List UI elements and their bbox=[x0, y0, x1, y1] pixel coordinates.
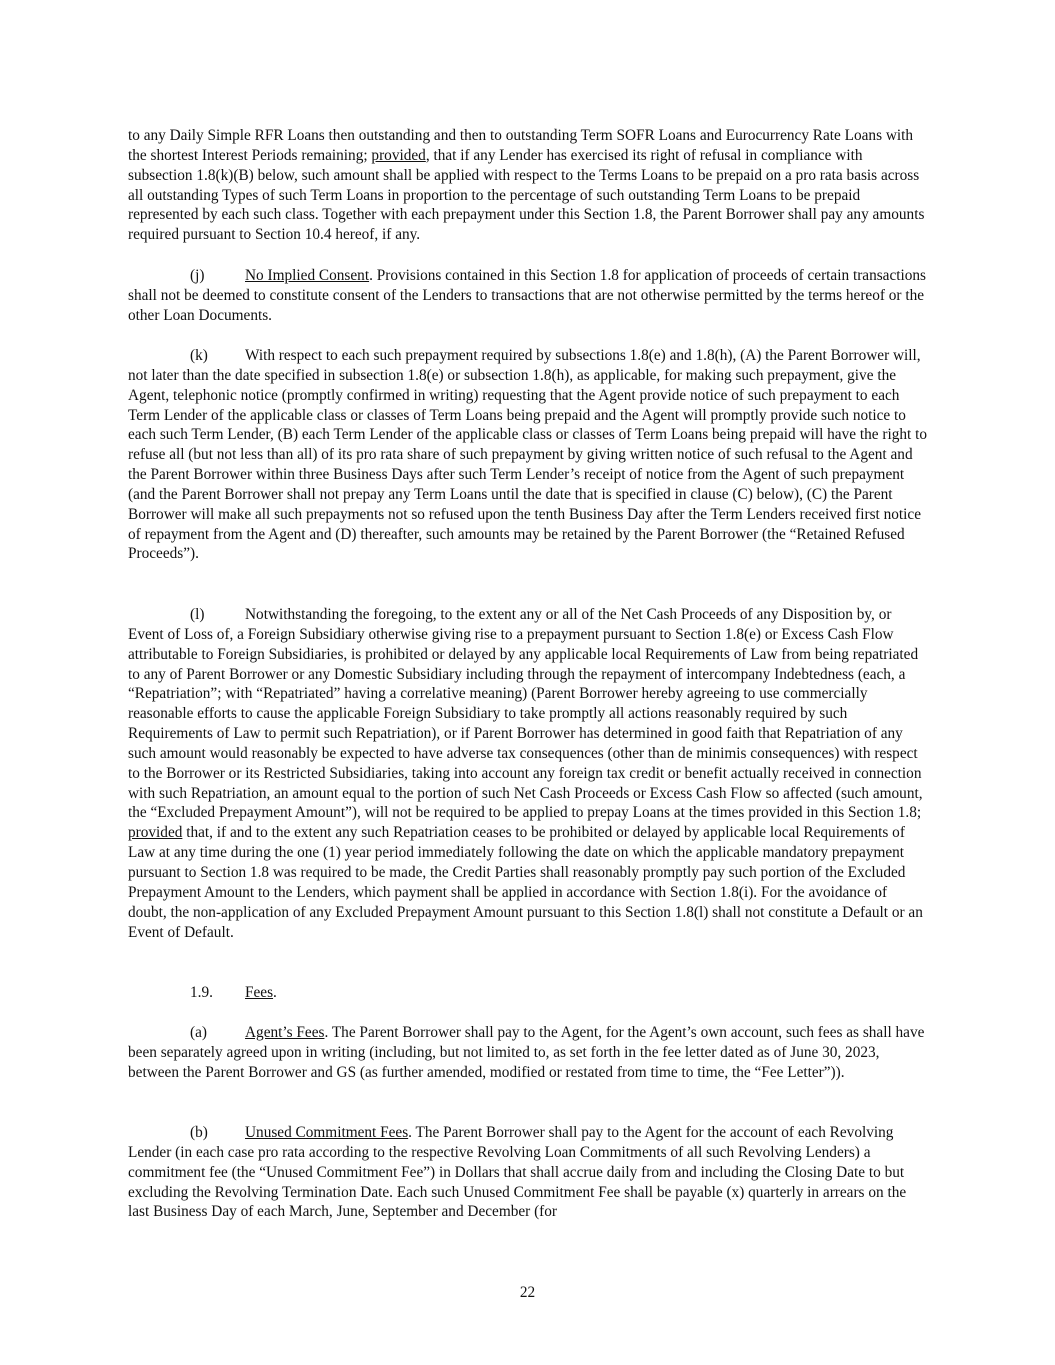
clause-heading: Agent’s Fees bbox=[245, 1024, 325, 1041]
paragraph-text: that, if and to the extent any such Repatriation ceases to be prohibited or delayed by applicable local Requirements of Law at any time during the one (1) year period immediately following the date on which the applicable mandatory prepayment pursuant to Section 1.8 was required to be made, the Credit Parties shall reasonably promptly pay such portion of the Excluded Prepayment Amount to the Lenders, which payment shall be applied in accordance with Section 1.8(i). For the avoidance of doubt, the non-application of any Excluded Prepayment Amount pursuant to this Section 1.8(l) shall not constitute a Default or an Event of Default. bbox=[128, 824, 923, 941]
paragraph-text: With respect to each such prepayment required by subsections 1.8(e) and 1.8(h), (A) the Parent Borrower will, not later than the date specified in subsection 1.8(e) or subsection 1.8(h), as applicable, for making such prepayment, give the Agent, telephonic notice (promptly confirmed in writing) requesting that the Agent provide notice of such prepayment to each Term Lender of the applicable class or classes of Term Loans being prepaid and the Agent will promptly provide such notice to each such Term Lender, (B) each Term Lender of the applicable class or classes of Term Loans being prepaid will have the right to refuse all (but not less than all) of its pro rata share of such prepayment by giving written notice of such refusal to the Agent and the Parent Borrower within three Business Days after such Term Lender’s receipt of notice from the Agent of such prepayment (and the Parent Borrower shall not prepay any Term Loans until the date that is specified in clause (C) below), (C) the Parent Borrower will make all such prepayments not so refused upon the tenth Business Day after the Term Lenders received first notice of repayment from the Agent and (D) thereafter, such amounts may be retained by the Parent Borrower (the “Retained Refused Proceeds”). bbox=[128, 347, 927, 563]
paragraph-text: . The Parent Borrower shall pay to the Agent for the account of each Revolving Lender (in each case pro rata according to the respective Revolving Loan Commitments of all such Revolving Lenders) a commitment fee (the “Unused Commitment Fee”) in Dollars that shall accrue daily from and including the Closing Date to but excluding the Revolving Termination Date. Each such Unused Commitment Fee shall be payable (x) quarterly in arrears on the last Business Day of each March, June, September and December (for bbox=[128, 1124, 907, 1221]
paragraph-text: to any Daily Simple RFR Loans then outstanding and then to outstanding Term SOFR Loans and Eurocurrency Rate Loans with the shortest Interest Periods remaining; bbox=[128, 127, 914, 164]
section-number: 1.9. bbox=[190, 984, 213, 1001]
section-title-period: . bbox=[273, 984, 277, 1001]
section-title: Fees bbox=[245, 984, 274, 1001]
provided-term: provided bbox=[128, 824, 183, 842]
clause-label: (b) bbox=[190, 1124, 208, 1141]
paragraph-l bbox=[128, 605, 928, 942]
paragraph-continuation bbox=[128, 126, 928, 245]
page-number: 22 bbox=[519, 1284, 536, 1301]
paragraph-text: Notwithstanding the foregoing, to the extent any or all of the Net Cash Proceeds of any Disposition by, or Event of Loss of, a Foreign Subsidiary otherwise giving rise to a prepayment pursuant to Section 1.8(e) or Excess Cash Flow attributable to Foreign Subsidiaries, is prohibited or delayed by any applicable local Requirements of Law from being repatriated to any of Parent Borrower or any Domestic Subsidiary including through the repayment of intercompany Indebtedness (each, a “Repatriation”; with “Repatriated” having a correlative meaning) (Parent Borrower hereby agreeing to use commercially reasonable efforts to cause the applicable Foreign Subsidiary to take promptly all actions reasonably required by such Requirements of Law to permit such Repatriation), or if Parent Borrower has determined in good faith that Repatriation of any such amount would reasonably be expected to have adverse tax consequences (other than de minimis consequences) with respect to the Borrower or its Restricted Subsidiaries, taking into account any foreign tax credit or benefit actually received in connection with such Repatriation, an amount equal to the portion of such Net Cash Proceeds or Excess Cash Flow so affected (such amount, the “Excluded Prepayment Amount”), will not be required to be applied to prepay Loans at the times provided in this Section 1.8; bbox=[128, 606, 923, 822]
paragraph-a bbox=[128, 1023, 928, 1083]
clause-heading: Unused Commitment Fees bbox=[245, 1124, 409, 1141]
clause-heading: No Implied Consent bbox=[245, 267, 370, 284]
section-heading bbox=[128, 983, 928, 1003]
provided-term: provided bbox=[371, 146, 426, 164]
clause-label: (j) bbox=[190, 267, 205, 284]
paragraph-k bbox=[128, 346, 928, 564]
clause-label: (a) bbox=[190, 1024, 207, 1041]
paragraph-text: . Provisions contained in this Section 1.8 for application of proceeds of certain transactions shall not be deemed to constitute consent of the Lenders to transactions that are not otherwise permitted by the terms hereof or the other Loan Documents. bbox=[128, 267, 927, 324]
paragraph-text: . The Parent Borrower shall pay to the Agent, for the Agent’s own account, such fees as shall have been separately agreed upon in writing (including, but not limited to, as set forth in the fee letter dated as of June 30, 2023, between the Parent Borrower and GS (as further amended, modified or restated from time to time, the “Fee Letter”)). bbox=[128, 1024, 925, 1081]
paragraph-j bbox=[128, 266, 928, 326]
clause-label: (l) bbox=[190, 606, 205, 623]
paragraph-b bbox=[128, 1123, 928, 1222]
clause-label: (k) bbox=[190, 347, 208, 364]
paragraph-text: , that if any Lender has exercised its right of refusal in compliance with subsection 1.8(k)(B) below, such amount shall be applied with respect to the Terms Loans to be prepaid on a pro rata basis across all outstanding Types of such Term Loans in proportion to the percentage of such outstanding Term Loans to be prepaid represented by each such class. Together with each prepayment under this Section 1.8, the Parent Borrower shall pay any amounts required pursuant to Section 10.4 hereof, if any. bbox=[128, 146, 925, 244]
